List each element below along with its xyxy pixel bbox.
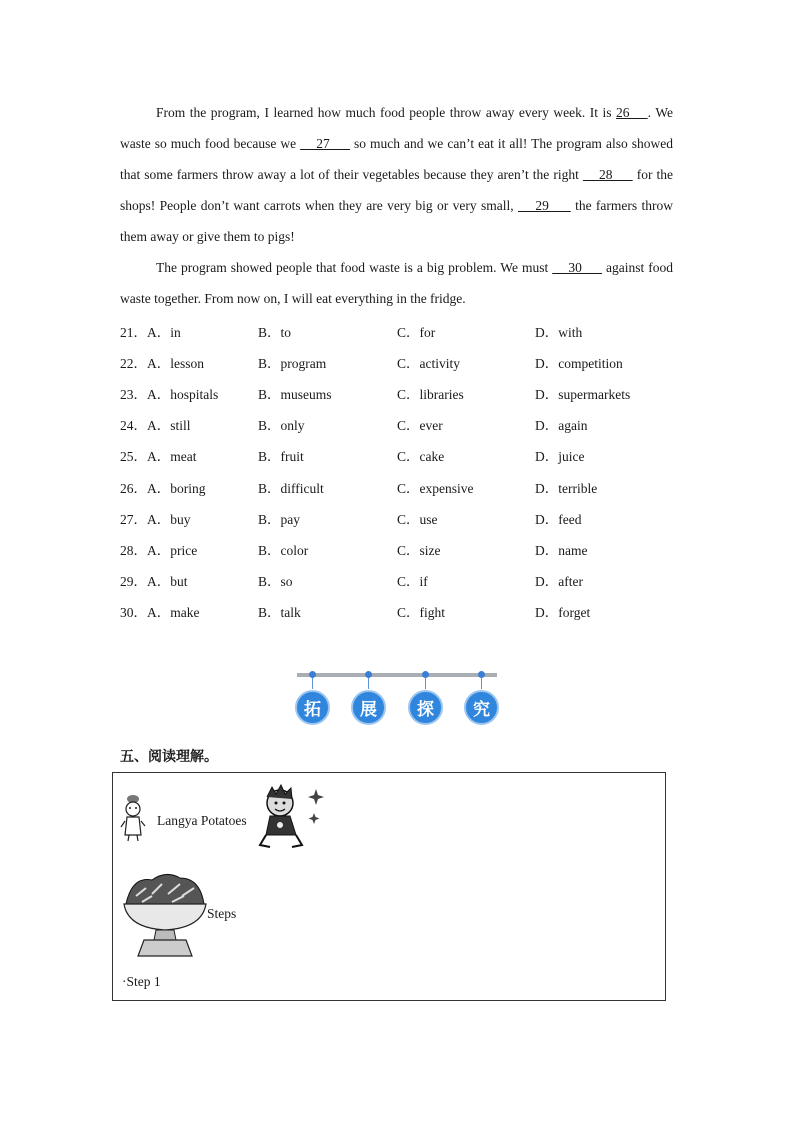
option-b: B．difficult xyxy=(258,480,324,496)
option-c: C．for xyxy=(397,324,436,340)
banner-stem xyxy=(368,678,369,689)
passage-text: From the program, I learned how much food people throw away every week. It is xyxy=(156,105,617,120)
banner-char: 究 xyxy=(464,690,499,725)
option-d: D．name xyxy=(535,542,588,558)
option-b: B．so xyxy=(258,574,293,590)
option-d: D．after xyxy=(535,574,583,590)
option-a: 23．A．hospitals xyxy=(120,386,219,402)
option-c: C．fight xyxy=(397,605,446,621)
option-d: D．terrible xyxy=(535,480,598,496)
option-b: B．museums xyxy=(258,386,332,402)
reading-heading: Langya Potatoes xyxy=(157,813,247,828)
option-c: C．cake xyxy=(397,449,445,465)
banner-dot xyxy=(478,671,485,678)
passage-text: against food waste together. From now on, I will eat everything in the fridge. xyxy=(120,260,673,306)
option-b: B．talk xyxy=(258,605,301,621)
option-d: D．competition xyxy=(535,355,623,371)
option-b: B．program xyxy=(258,355,327,371)
extension-banner xyxy=(292,668,504,730)
blank-26: 26 xyxy=(616,105,648,120)
option-a: 30．A．make xyxy=(120,605,200,621)
option-row xyxy=(120,346,680,377)
banner-dot xyxy=(309,671,316,678)
passage-text: The program showed people that food waste is a big problem. We must xyxy=(156,260,553,275)
option-d: D．again xyxy=(535,418,588,434)
banner-bar xyxy=(297,673,497,677)
passage-paragraph-2 xyxy=(120,252,673,314)
option-c: C．expensive xyxy=(397,480,474,496)
option-row xyxy=(120,409,680,440)
reading-box xyxy=(112,772,666,1001)
option-row xyxy=(120,533,680,564)
passage-text: the farmers throw them away or give them to pigs! xyxy=(120,198,674,244)
chef-figure-icon xyxy=(120,793,146,843)
option-row xyxy=(120,440,680,471)
option-c: C．ever xyxy=(397,418,443,434)
passage-paragraph-1 xyxy=(120,97,673,252)
option-d: D．feed xyxy=(535,511,582,527)
option-row xyxy=(120,471,680,502)
option-row xyxy=(120,596,680,627)
option-c: C．if xyxy=(397,574,428,590)
option-row xyxy=(120,502,680,533)
option-c: C．size xyxy=(397,542,441,558)
banner-char: 拓 xyxy=(295,690,330,725)
option-b: B．only xyxy=(258,418,305,434)
option-b: B．color xyxy=(258,542,309,558)
option-a: 25．A．meat xyxy=(120,449,197,465)
section-title: 五、阅读理解。 xyxy=(120,749,218,765)
banner-stem xyxy=(312,678,313,689)
option-a: 29．A．but xyxy=(120,574,188,590)
option-a: 22．A．lesson xyxy=(120,355,204,371)
option-row xyxy=(120,315,680,346)
passage-text: for the shops! People don’t want carrots when they are very big or very small, xyxy=(120,167,674,213)
option-row xyxy=(120,377,680,408)
blank-29: 29 xyxy=(517,198,571,213)
option-a: 28．A．price xyxy=(120,542,198,558)
blank-28: 28 xyxy=(582,167,633,182)
banner-char: 探 xyxy=(408,690,443,725)
banner-char: 展 xyxy=(351,690,386,725)
option-a: 27．A．buy xyxy=(120,511,191,527)
banner-stem xyxy=(425,678,426,689)
options-list xyxy=(120,315,680,627)
steps-label: Steps xyxy=(207,906,237,921)
blank-30: 30 xyxy=(552,260,602,275)
option-a: 21．A．in xyxy=(120,324,181,340)
passage-text: so much and we can’t eat it all! The program also showed that some farmers throw away a lot of their vegetables because they aren’t the right xyxy=(120,136,673,182)
passage-text: . We waste so much food because we xyxy=(120,105,673,151)
option-a: 26．A．boring xyxy=(120,480,206,496)
blank-27: 27 xyxy=(300,136,350,151)
option-d: D．supermarkets xyxy=(535,386,631,402)
option-b: B．pay xyxy=(258,511,300,527)
cartoon-boy-icon xyxy=(256,783,330,851)
option-b: B．to xyxy=(258,324,292,340)
option-row xyxy=(120,565,680,596)
banner-stem xyxy=(481,678,482,689)
option-d: D．forget xyxy=(535,605,591,621)
option-d: D．juice xyxy=(535,449,585,465)
option-c: C．use xyxy=(397,511,438,527)
banner-dot xyxy=(365,671,372,678)
option-c: C．activity xyxy=(397,355,460,371)
banner-dot xyxy=(422,671,429,678)
option-b: B．fruit xyxy=(258,449,304,465)
option-c: C．libraries xyxy=(397,386,464,402)
step-1-label: ·Step 1 xyxy=(122,974,161,989)
potato-bowl-icon xyxy=(122,866,208,959)
option-d: D．with xyxy=(535,324,583,340)
option-a: 24．A．still xyxy=(120,418,191,434)
